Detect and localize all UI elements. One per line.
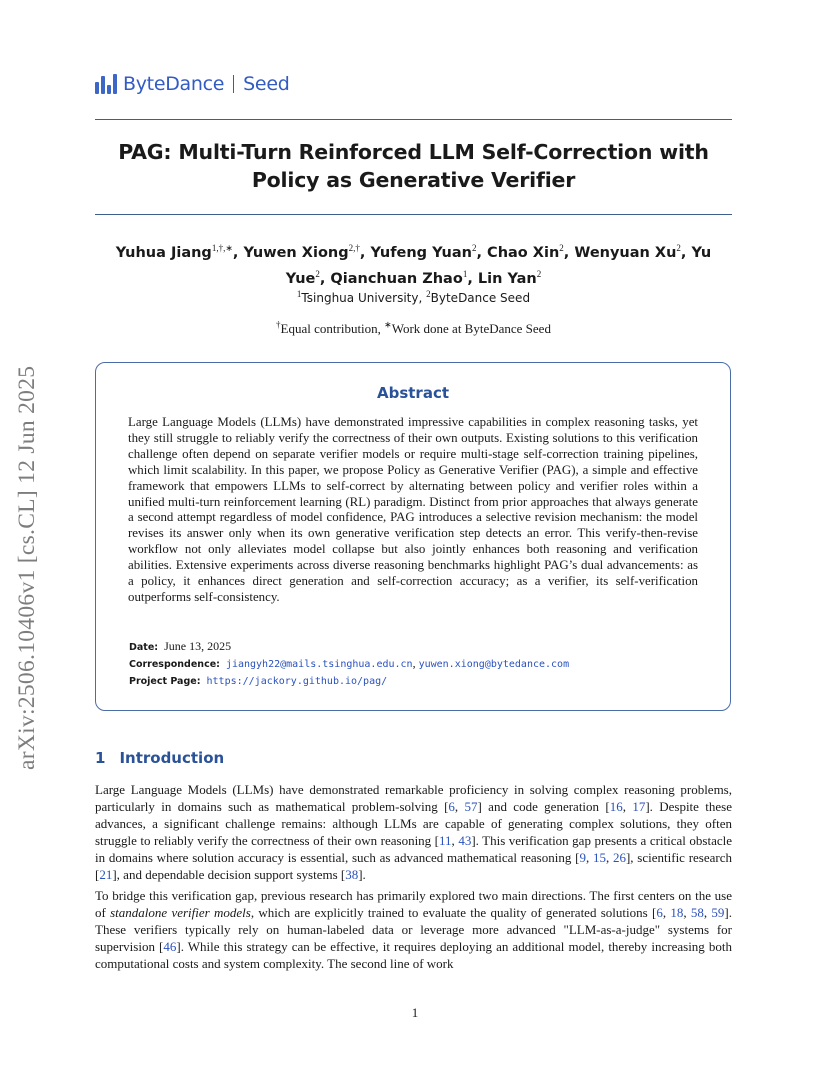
author: Qianchuan Zhao$^1$ [330,268,468,287]
citation-link[interactable]: 16 [609,799,623,815]
correspondence-row: Correspondence: jiangyh22@mails.tsinghua.edu.cn, yuwen.xiong@bytedance.com [129,656,570,670]
logo-divider [233,75,234,93]
page-number: 1 [411,1005,419,1020]
project-page-label: Project Page: [129,676,201,687]
citation-link[interactable]: 18 [670,905,684,921]
citation-link[interactable]: 58 [690,905,704,921]
citation-link[interactable]: 43 [458,833,472,849]
title-line-2: Policy as Generative Verifier [251,168,576,192]
author-list: Yuhua Jiang$^{1,\dagger,∗}$, Yuwen Xiong$^{2,\dagger}$, Yufeng Yuan$^2$, Chao Xin$^2$, Wenyuan Xu$^2$, Yu Yue$^2$, Qianchuan Zhao$^1$, Lin Yan$^2$ [115,243,712,287]
correspondence-label: Correspondence: [129,659,220,670]
section-number: 1 [95,749,106,767]
date-row [129,639,231,654]
top-rule [95,119,732,120]
citation-link[interactable]: 57 [464,799,478,815]
author-notes: †Equal contribution, ∗Work done at ByteDance Seed [276,320,551,337]
intro-paragraph-2: To bridge this verification gap, previous research has primarily explored two main directions. The first centers on the use of standalone verifier models, which are explicitly trained to evaluate the quality of generated solutions [6, 18, 58, 59]. These verifiers typically rely on human-labeled data or leverage more advanced "LLM-as-a-judge" systems for supervision [46]. While this strategy can be effective, it requires deploying an additional model, thereby increasing both computational costs and system complexity. The second line of work [95,888,732,972]
email-link-1[interactable]: jiangyh22@mails.tsinghua.edu.cn [225,659,413,670]
affiliations: $^1$Tsinghua University, $^2$ByteDance Seed [296,289,531,305]
author: Yu Yue$^2$ [285,244,712,287]
citation-link[interactable]: 17 [632,799,646,815]
intro-paragraph-1: Large Language Models (LLMs) have demonstrated remarkable proficiency in solving complex reasoning problems, particularly in domains such as mathematical problem-solving [6, 57] and code generation [16, 17]. Despite these advances, a significant challenge remains: although LLMs are capable of generating complex solutions, they often struggle to reliably verify the correctness of their own reasoning [11, 43]. This verification gap presents a critical obstacle in domains where solution accuracy is essential, such as advanced mathematical reasoning [9, 15, 26], scientific research [21], and dependable decision support systems [38]. [95,782,733,883]
author: Yuwen Xiong$^{2,\dagger}$ [243,243,360,261]
citation-link[interactable]: 9 [579,850,586,866]
citation-link[interactable]: 11 [439,833,452,849]
author: Chao Xin$^2$ [487,243,564,261]
citation-link[interactable]: 6 [656,905,663,921]
title-line-1: PAG: Multi-Turn Reinforced LLM Self-Correction with [118,140,709,164]
affiliation: $^2$ByteDance Seed [426,289,531,305]
affiliation: $^1$Tsinghua University [296,289,419,305]
citation-link[interactable]: 21 [99,867,113,883]
abstract-heading: Abstract [376,384,450,402]
citation-link[interactable]: 15 [592,850,606,866]
abstract-text: Large Language Models (LLMs) have demonstrated impressive capabilities in complex reasoning tasks, yet they still struggle to reliably verify the correctness of their own outputs. Existing solutions to this verification challenge often depend on separate verifier models or require multi-stage self-correction training pipelines, which limit scalability. In this paper, we propose Policy as Generative Verifier (PAG), a simple and effective framework that empowers LLMs to self-correct by alternating between policy and verifier roles within a unified multi-turn reinforcement learning (RL) paradigm. Distinct from prior approaches that always generate a second attempt regardless of model confidence, PAG introduces a selective revision mechanism: the model revises its answer only when its own generative verification step detects an error. This verify-then-revise workflow not only alleviates model collapse but also jointly enhances both reasoning and verification abilities. Extensive experiments across diverse reasoning benchmarks highlight PAG’s dual advancements: as a policy, it enhances direct generation and self-correction accuracy; as a verifier, its self-verification outperforms self-consistency. [128,415,698,604]
author: Yuhua Jiang$^{1,\dagger,∗}$ [115,243,233,261]
citation-link[interactable]: 38 [345,867,359,883]
bars-logo-icon [95,74,117,94]
citation-link[interactable]: 6 [448,799,455,815]
project-page-link[interactable]: https://jackory.github.io/pag/ [206,676,388,687]
project-page-row [129,673,387,688]
date-label: Date: [129,642,159,653]
logo-division: Seed [243,73,290,95]
bytedance-seed-logo [95,71,289,97]
note: ∗Work done at ByteDance Seed [384,320,551,337]
author: Wenyuan Xu$^2$ [574,243,681,261]
logo-company: ByteDance [123,73,225,95]
title-rule [95,214,732,215]
citation-link[interactable]: 46 [163,939,177,955]
author: Yufeng Yuan$^2$ [370,243,477,261]
citation-link[interactable]: 59 [711,905,725,921]
citation-link[interactable]: 26 [612,850,626,866]
section-title: Introduction [119,749,225,767]
note: †Equal contribution [276,320,378,337]
date-value: June 13, 2025 [164,639,232,653]
arxiv-identifier-stamp: arXiv:2506.10406v1 [cs.CL] 12 Jun 2025 [14,365,40,770]
author: Lin Yan$^2$ [477,268,542,287]
section-heading-introduction [95,749,224,767]
email-link-2[interactable]: yuwen.xiong@bytedance.com [418,659,570,670]
paper-title [95,138,732,194]
